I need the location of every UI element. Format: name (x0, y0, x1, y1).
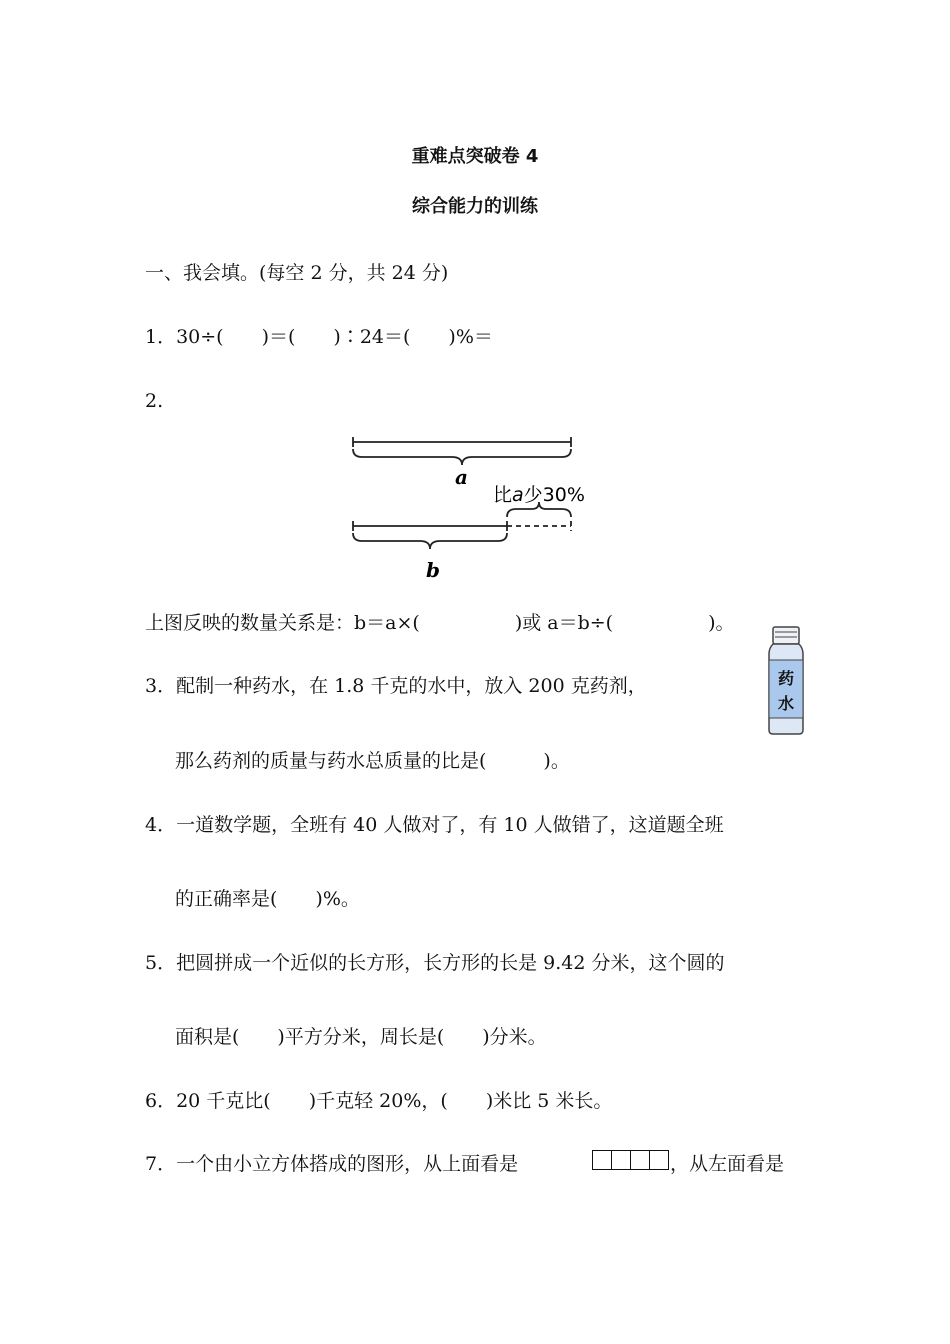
brace-b (353, 533, 507, 549)
question-6: 6．20 千克比( )千克轻 20%，( )米比 5 米长。 (145, 1090, 613, 1112)
segment-a (353, 437, 571, 447)
page-title: 重难点突破卷 4 (411, 146, 539, 167)
quantity-diagram (340, 425, 610, 585)
question-4-line-1: 4．一道数学题，全班有 40 人做对了，有 10 人做错了，这道题全班 (145, 814, 724, 836)
question-3-line-1: 3．配制一种药水，在 1.8 千克的水中，放入 200 克药剂， (145, 675, 647, 697)
brace-a (353, 449, 571, 465)
question-5-line-2: 面积是( )平方分米，周长是( )分米。 (175, 1026, 547, 1048)
top-view-cell (631, 1151, 650, 1169)
top-view-cell (593, 1151, 612, 1169)
question-4-line-2: 的正确率是( )%。 (175, 888, 360, 910)
top-view-cell (650, 1151, 668, 1169)
question-3-line-2: 那么药剂的质量与药水总质量的比是( )。 (175, 750, 570, 772)
bottle-label-1: 药 (777, 669, 795, 688)
difference-note: 比a少30% (493, 484, 585, 506)
question-1: 1．30÷( )＝( )∶24＝( )%＝ (145, 326, 493, 348)
label-a: a (455, 465, 468, 489)
question-7-part-2: ，从左面看是 (670, 1153, 785, 1175)
section-heading: 一、我会填。(每空 2 分，共 24 分) (145, 262, 449, 284)
question-5-line-1: 5．把圆拼成一个近似的长方形，长方形的长是 9.42 分米，这个圆的 (145, 952, 725, 974)
question-7-part-1: 7．一个由小立方体搭成的图形，从上面看是 (145, 1153, 519, 1175)
question-2-number: 2. (145, 390, 164, 412)
medicine-bottle-icon (764, 624, 808, 736)
top-view-cell (612, 1151, 631, 1169)
segment-b (353, 521, 507, 531)
label-b: b (426, 558, 440, 582)
question-2-relation: 上图反映的数量关系是：b＝a×( )或 a＝b÷( )。 (145, 612, 735, 634)
segment-dashed (507, 521, 571, 531)
page-subtitle: 综合能力的训练 (412, 196, 538, 217)
bottle-label-2: 水 (777, 694, 795, 713)
top-view-figure (592, 1150, 669, 1170)
